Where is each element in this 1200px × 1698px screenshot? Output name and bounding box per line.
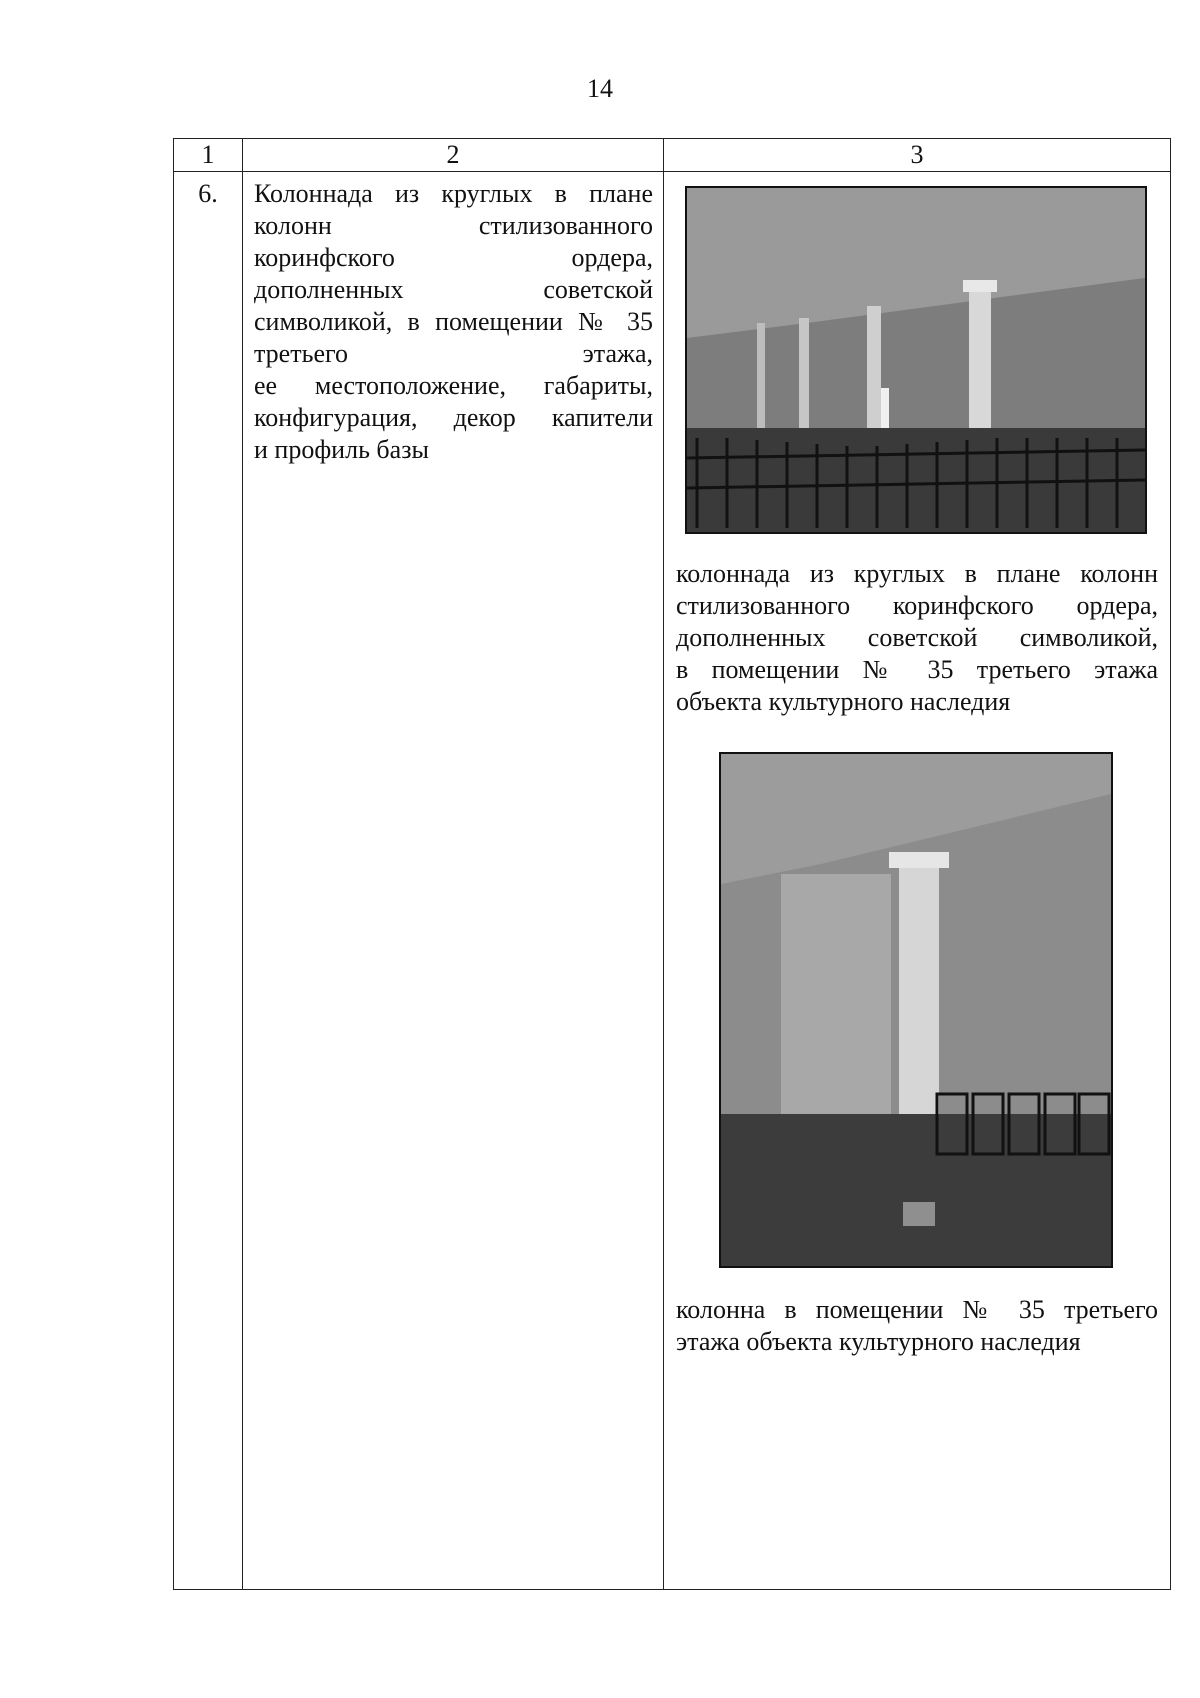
description-line: дополненных советской	[254, 275, 653, 304]
caption-line: этажа объекта культурного наследия	[676, 1327, 1081, 1356]
row-description	[243, 172, 664, 1590]
photo1-caption	[676, 558, 1158, 718]
caption-line: колонна в помещении № 35 третьего	[676, 1295, 1158, 1324]
caption-line: колоннада из круглых в плане колонн	[676, 559, 1158, 588]
column-photo	[719, 752, 1113, 1268]
table-row	[174, 172, 1171, 1590]
description-line: третьего этажа,	[254, 339, 653, 368]
page-number: 14	[587, 74, 613, 103]
header-col-1: 1	[174, 139, 243, 172]
description-line: колонн стилизованного	[254, 211, 653, 240]
description-line: Колоннада из круглых в плане	[254, 179, 653, 208]
objects-table	[173, 138, 1171, 1590]
caption-line: стилизованного коринфского ордера,	[676, 591, 1158, 620]
colonnade-photo	[685, 186, 1147, 534]
description-line: конфигурация, декор капители	[254, 403, 653, 432]
row-photos	[664, 172, 1171, 1590]
description-line: коринфского ордера,	[254, 243, 653, 272]
row-number: 6.	[174, 172, 243, 1590]
description-line: символикой, в помещении № 35	[254, 307, 653, 336]
photo2-caption	[676, 1294, 1158, 1358]
description-line: и профиль базы	[254, 435, 429, 464]
description-line: ее местоположение, габариты,	[254, 371, 653, 400]
caption-line: объекта культурного наследия	[676, 687, 1011, 716]
table-header-row	[174, 139, 1171, 172]
header-col-3: 3	[664, 139, 1171, 172]
caption-line: в помещении № 35 третьего этажа	[676, 655, 1158, 684]
header-col-2: 2	[243, 139, 664, 172]
caption-line: дополненных советской символикой,	[676, 623, 1158, 652]
